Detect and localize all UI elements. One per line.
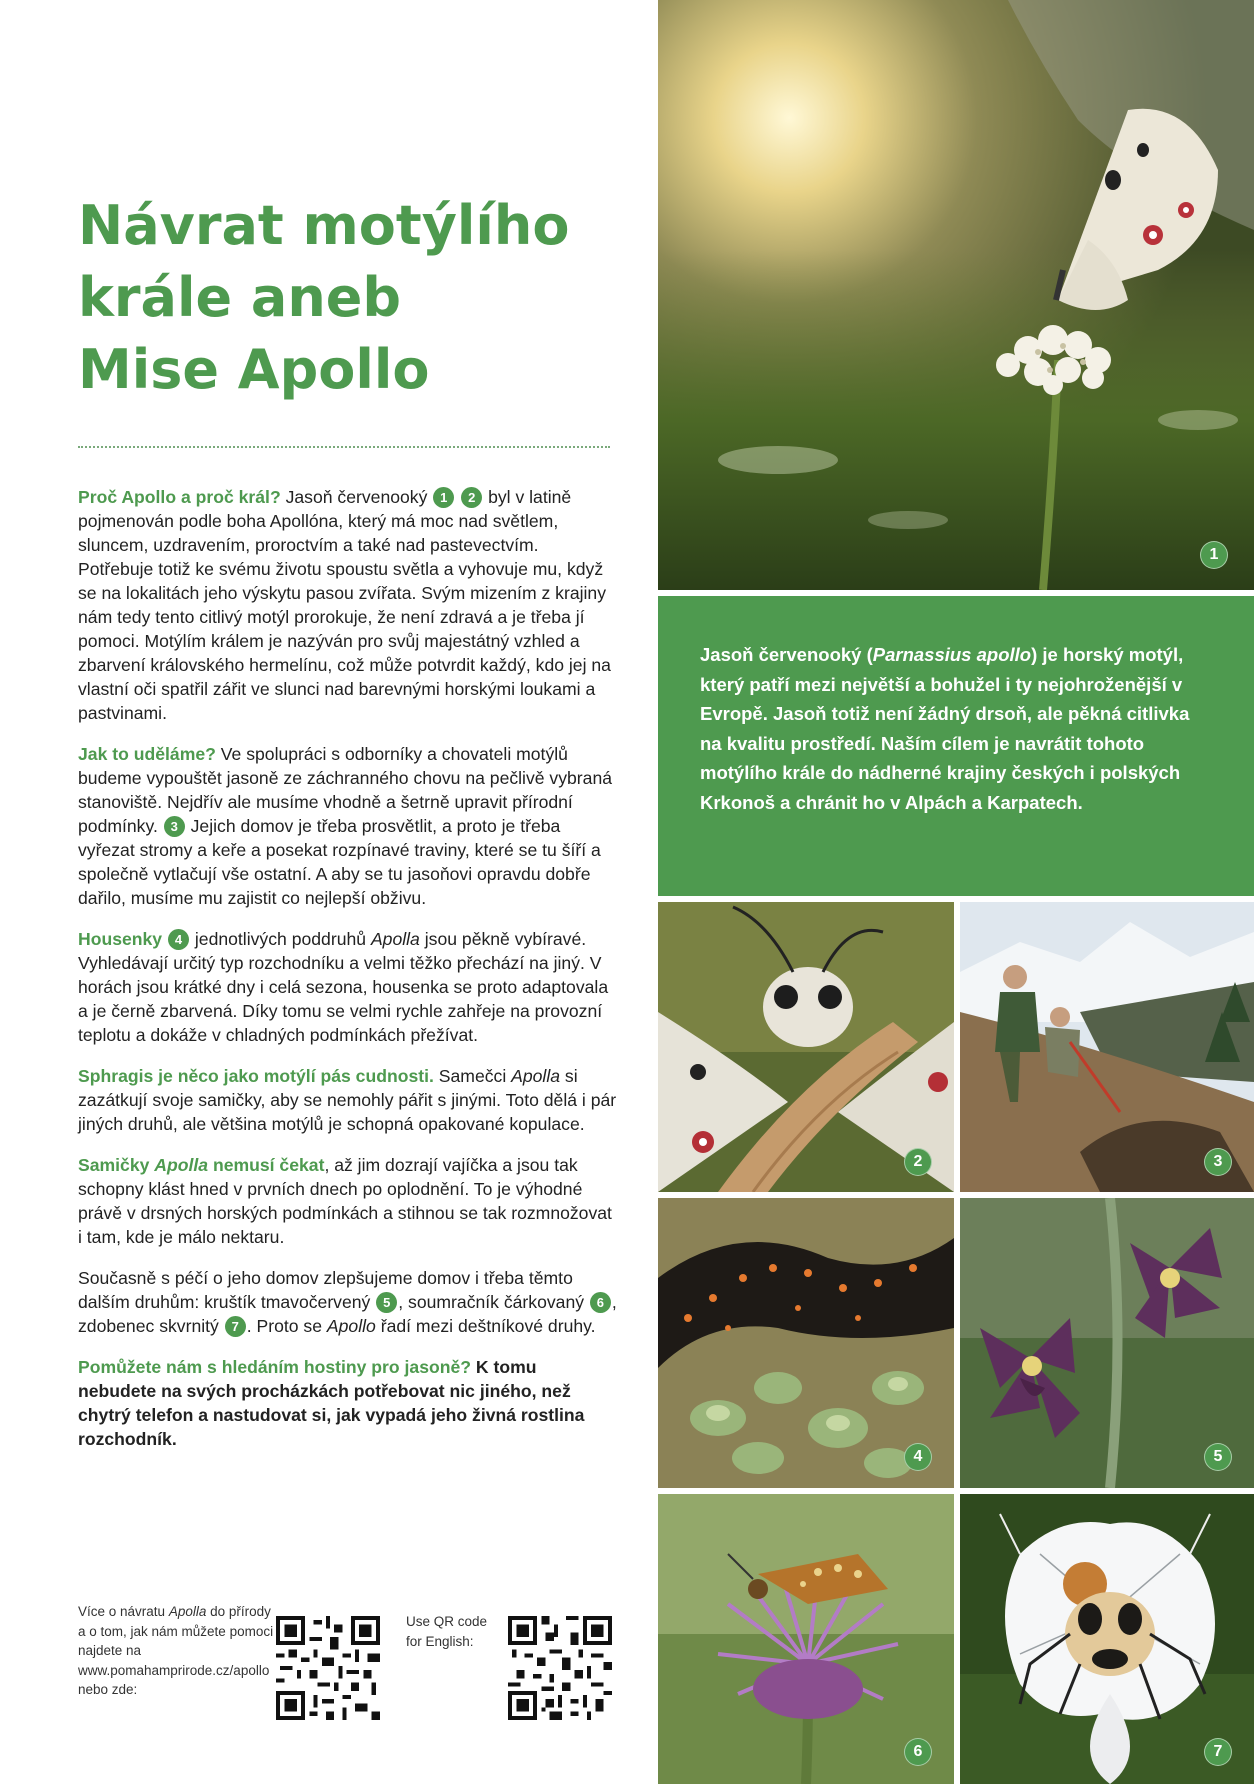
text: Jejich domov je třeba prosvětlit, a proto je třeba vyřezat stromy a keře a posekat rozpínavé traviny, které se tu šíří a společně vytlačují vše ostatní. A aby se tu jasoňovi opravdu dobře dařilo, musíme mu zajistit co nejlepší obživu.	[78, 816, 601, 908]
text: Ve spolupráci s odborníky a chovateli motýlů budeme vypouštět jasoně ze záchranného chovu na pečlivě vybraná stanoviště. Nejdřív ale musíme vhodně a šetrně upravit přírodní podmínky.	[78, 744, 613, 836]
text: Současně s péčí o jeho domov zlepšujeme domov i třeba těmto dalším druhům: kruštík tmavočervený	[78, 1268, 573, 1312]
paragraph-why-apollo	[78, 485, 618, 725]
text-italic: Apolla	[370, 929, 420, 949]
paragraph-females	[78, 1153, 618, 1249]
text: , až jim dozrají vajíčka a jsou tak schopny klást hned v prvních dnech po oplodnění. To je výhodné právě v drsných horských podmínkách a stihnou se tak rozmnožovat i tam, kde je málo nektaru.	[78, 1155, 612, 1247]
ref-badge-5: 5	[376, 1292, 397, 1313]
text: , soumračník čárkovaný	[398, 1292, 589, 1312]
text-italic: Apolla	[168, 1604, 207, 1619]
photo-number-badge: 5	[1204, 1443, 1232, 1471]
dotted-divider	[78, 446, 610, 448]
habitat-clearing-image	[960, 902, 1254, 1192]
photo-bee-beetle	[960, 1494, 1254, 1784]
paragraph-umbrella-species	[78, 1266, 618, 1338]
title-line-2: krále aneb	[78, 266, 402, 329]
text-italic: Apollo	[326, 1316, 376, 1336]
ref-badge-3: 3	[164, 816, 185, 837]
text: jednotlivých poddruhů	[189, 929, 371, 949]
article-body	[78, 485, 618, 1468]
ref-badge-1: 1	[433, 487, 454, 508]
ref-badge-4: 4	[168, 929, 189, 950]
lead-why-apollo: Proč Apollo a proč král?	[78, 487, 281, 507]
text: Jasoň červenooký (	[700, 644, 873, 665]
text: řadí mezi deštníkové druhy.	[375, 1316, 596, 1336]
text: Samičky	[78, 1155, 155, 1175]
text: Samečci	[433, 1066, 512, 1086]
paragraph-how	[78, 742, 618, 910]
photo-number-badge: 6	[904, 1738, 932, 1766]
ref-badge-2: 2	[461, 487, 482, 508]
qr-code-english[interactable]	[508, 1616, 612, 1720]
photo-apollo-closeup	[658, 902, 954, 1192]
apollo-closeup-image	[658, 902, 954, 1192]
photo-caterpillar	[658, 1198, 954, 1488]
photo-skipper	[658, 1494, 954, 1784]
text: . Proto se	[246, 1316, 327, 1336]
text: ) je horský motýl, který patří mezi největší a bohužel i ty nejohroženější v Evropě. Jasoň totiž není žádný drsoň, ale pěkná citlivka na kvalitu prostředí. Naším cílem je navrátit tohoto motýlího krále do nádherné krajiny českých i polských Krkonoš a chránit ho v Alpách a Karpatech.	[700, 644, 1190, 813]
lead-how: Jak to uděláme?	[78, 744, 216, 764]
photo-number-badge: 4	[904, 1443, 932, 1471]
paragraph-call-to-action	[78, 1355, 618, 1451]
title-line-3: Mise Apollo	[78, 338, 430, 401]
text: si zazátkují svoje samičky, aby se nemohly pářit s jinými. Toto dělá i pár jiných druhů, ale většina motýlů je schopná opakované kopulace.	[78, 1066, 617, 1134]
text-bold: K tomu nebudete na svých procházkách potřebovat nic jiného, než chytrý telefon a nastudovat si, jak vypadá jeho živná rostlina rozchodník.	[78, 1357, 585, 1449]
footer-english: Use QR code for English:	[406, 1614, 488, 1649]
apollo-butterfly-image	[658, 0, 1254, 590]
photo-apollo-butterfly	[658, 0, 1254, 590]
text-italic: Parnassius apollo	[872, 644, 1032, 665]
qr-code-czech[interactable]	[276, 1616, 380, 1720]
photo-number-badge: 2	[904, 1148, 932, 1176]
text: , zdobenec skvrnitý	[78, 1292, 617, 1336]
paragraph-sphragis	[78, 1064, 618, 1136]
footer-more-info	[78, 1602, 278, 1700]
lead-caterpillars: Housenky	[78, 929, 163, 949]
lead-females	[78, 1155, 324, 1175]
text-italic: Apolla	[154, 1155, 209, 1175]
qr-code-czech-icon	[276, 1616, 380, 1720]
text: jsou pěkně vybíravé. Vyhledávají určitý typ rozchodníku a velmi těžko přechází na jiný. V horách jsou krátké dny i celá sezona, housenka se proto adaptovala a je černě zbarvená. Díky tomu se velmi rychle zahřeje na provozní teplotu a dokáže v chladných podmínkách přežívat.	[78, 929, 609, 1045]
ref-badge-6: 6	[590, 1292, 611, 1313]
text: byl v latině pojmenován podle boha Apollóna, který má moc nad světlem, sluncem, uzdravením, proroctvím a také nad pastevectvím. Potřebuje totiž ke svému životu spoustu světla a vyhovuje mu, když se na lokalitách jeho výskytu pasou zvířata. Svým mizením z krajiny nám tedy tento citlivý motýl prorokuje, že není zdravá a je třeba jí pomoci. Motýlím králem je nazýván pro svůj majestátný vzhled a zbarvení královského hermelínu, což může potvrdit každý, kdo jej na vlastní oči spatřil zářit ve slunci nad barevnými horskými loukami a pastvinami.	[78, 487, 611, 723]
text: Jasoň červenooký	[280, 487, 433, 507]
info-box-text	[700, 640, 1200, 817]
text: Více o návratu	[78, 1604, 169, 1619]
text: do přírody a o tom, jak nám můžete pomoci najdete na www.pomahamprirode.cz/apollo nebo zde:	[78, 1604, 274, 1697]
lead-sphragis: Sphragis je něco jako motýlí pás cudnosti.	[78, 1066, 434, 1086]
photo-number-badge: 7	[1204, 1738, 1232, 1766]
lead-call-to-action: Pomůžete nám s hledáním hostiny pro jasoně?	[78, 1357, 471, 1377]
text-italic: Apolla	[511, 1066, 561, 1086]
photo-helleborine	[960, 1198, 1254, 1488]
page-title	[78, 190, 638, 406]
info-box	[658, 596, 1254, 896]
photo-number-badge: 1	[1200, 541, 1228, 569]
title-line-1: Návrat motýlího	[78, 194, 570, 257]
photo-habitat-clearing	[960, 902, 1254, 1192]
ref-badge-7: 7	[225, 1316, 246, 1337]
qr-code-english-icon	[508, 1616, 612, 1720]
text: nemusí čekat	[208, 1155, 325, 1175]
paragraph-caterpillars	[78, 927, 618, 1047]
photo-number-badge: 3	[1204, 1148, 1232, 1176]
